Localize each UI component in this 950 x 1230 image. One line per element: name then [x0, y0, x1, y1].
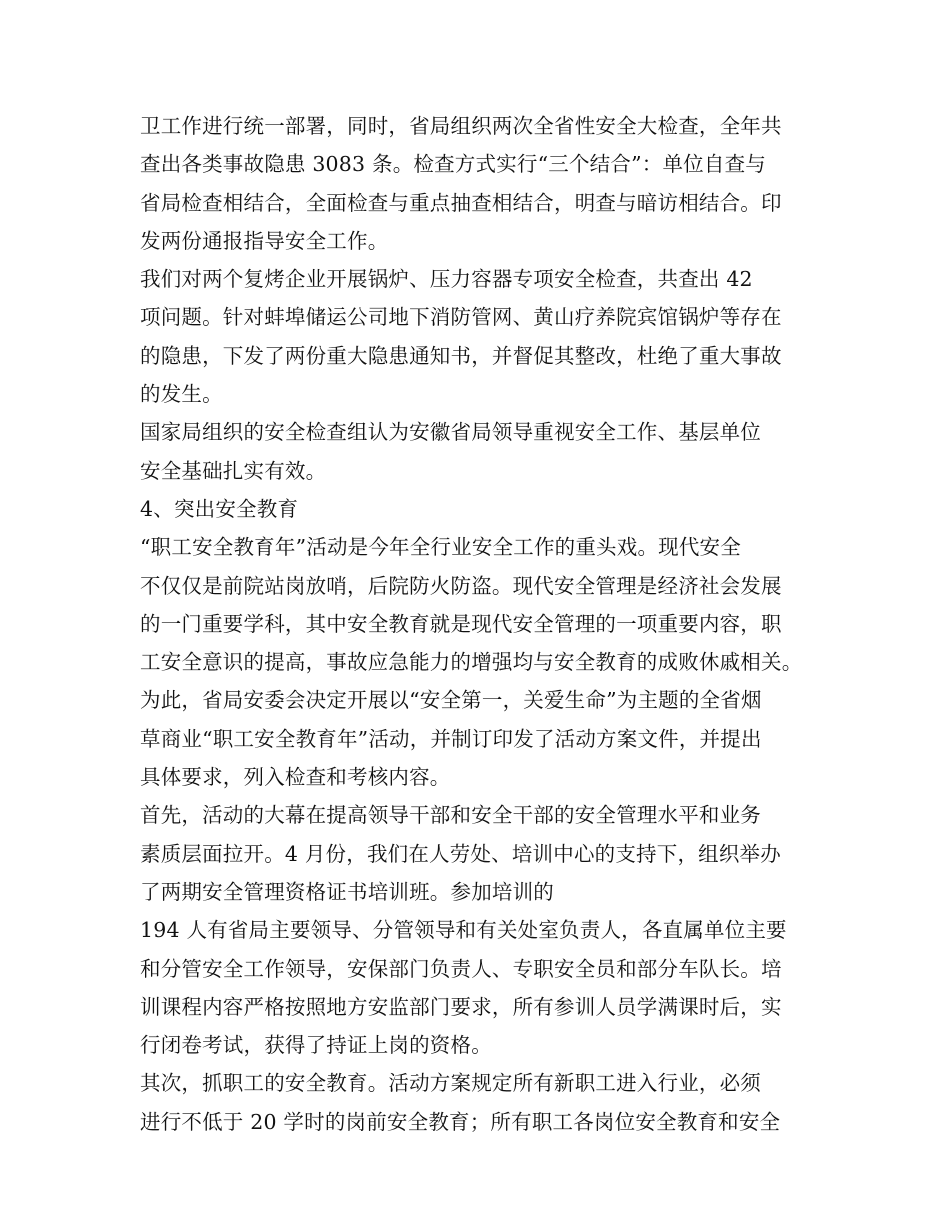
- text-line: 进行不低于 20 学时的岗前安全教育；所有职工各岗位安全教育和安全: [140, 1109, 781, 1134]
- text-line: 不仅仅是前院站岗放哨，后院防火防盗。现代安全管理是经济社会发展: [140, 573, 782, 598]
- text-line: 为此，省局安委会决定开展以“安全第一，关爱生命”为主题的全省烟: [140, 688, 762, 713]
- section-heading: 4、突出安全教育: [140, 496, 299, 521]
- text-line: 和分管安全工作领导，安保部门负责人、专职安全员和部分车队长。培: [140, 956, 782, 981]
- text-line: 行闭卷考试，获得了持证上岗的资格。: [140, 1033, 492, 1058]
- text-line: 查出各类事故隐患 3083 条。检查方式实行“三个结合”：单位自查与: [140, 152, 766, 177]
- text-line: 省局检查相结合，全面检查与重点抽查相结合，明查与暗访相结合。印: [140, 190, 782, 215]
- text-line: 工安全意识的提高，事故应急能力的增强均与安全教育的成败休戚相关。: [140, 650, 803, 675]
- text-line: 首先，活动的大幕在提高领导干部和安全干部的安全管理水平和业务: [140, 803, 761, 828]
- text-line: 194 人有省局主要领导、分管领导和有关处室负责人，各直属单位主要: [140, 918, 787, 943]
- text-line: 的发生。: [140, 382, 223, 407]
- text-line: 素质层面拉开。4 月份，我们在人劳处、培训中心的支持下，组织举办: [140, 841, 781, 866]
- text-line: 发两份通报指导安全工作。: [140, 228, 389, 253]
- text-line: “职工安全教育年”活动是今年全行业安全工作的重头戏。现代安全: [140, 535, 741, 560]
- text-line: 的隐患，下发了两份重大隐患通知书，并督促其整改，杜绝了重大事故: [140, 343, 782, 368]
- text-line: 了两期安全管理资格证书培训班。参加培训的: [140, 879, 554, 904]
- text-line: 卫工作进行统一部署，同时，省局组织两次全省性安全大检查，全年共: [140, 114, 782, 138]
- text-line: 草商业“职工安全教育年”活动，并制订印发了活动方案文件，并提出: [140, 726, 762, 751]
- text-line: 国家局组织的安全检查组认为安徽省局领导重视安全工作、基层单位: [140, 420, 761, 445]
- text-line: 的一门重要学科，其中安全教育就是现代安全管理的一项重要内容，职: [140, 611, 782, 636]
- body-text: [140, 107, 820, 1141]
- text-line: 其次，抓职工的安全教育。活动方案规定所有新职工进入行业，必须: [140, 1071, 761, 1096]
- text-line: 项问题。针对蚌埠储运公司地下消防管网、黄山疗养院宾馆锅炉等存在: [140, 305, 782, 330]
- text-line: 训课程内容严格按照地方安监部门要求，所有参训人员学满课时后，实: [140, 994, 782, 1019]
- text-line: 具体要求，列入检查和考核内容。: [140, 765, 451, 790]
- text-line: 安全基础扎实有效。: [140, 458, 327, 483]
- text-line: 我们对两个复烤企业开展锅炉、压力容器专项安全检查，共查出 42: [140, 267, 753, 292]
